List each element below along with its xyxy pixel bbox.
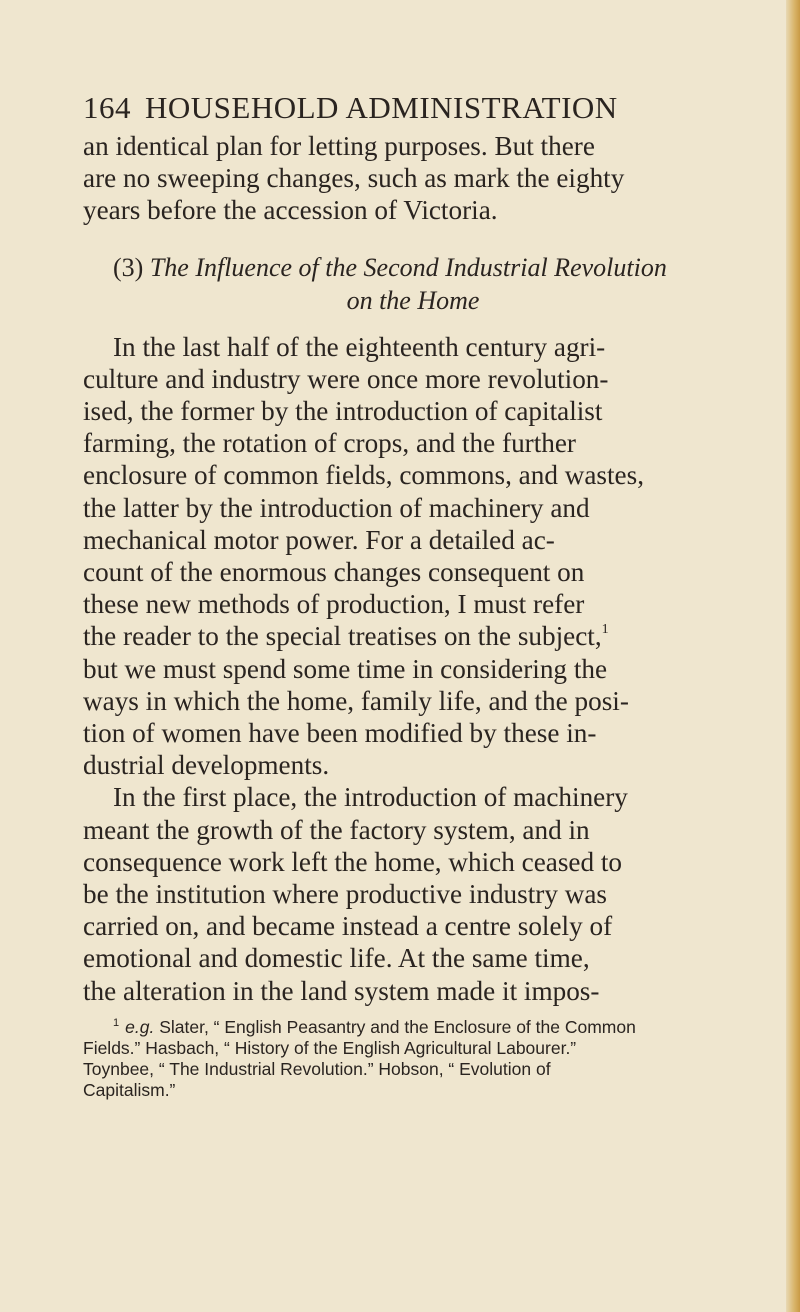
footnote-line2: Fields.” Hasbach, “ History of the English Agricultural Labourer.”: [83, 1037, 577, 1058]
text-line: emotional and domestic life. At the same time,: [83, 943, 590, 974]
text-line: are no sweeping changes, such as mark the eighty: [83, 163, 625, 194]
text-line: but we must spend some time in considering the: [83, 653, 608, 684]
text-line: consequence work left the home, which ceased to: [83, 846, 623, 877]
paragraph-2: [83, 781, 743, 1006]
text-line: In the last half of the eighteenth century agri-: [113, 331, 606, 362]
footnote-reference: 1: [601, 622, 609, 638]
footnote-mark: 1: [113, 1016, 120, 1029]
text-line: ways in which the home, family life, and the posi-: [83, 685, 629, 716]
text-line: ised, the former by the introduction of capitalist: [83, 396, 603, 427]
footnote-line3: Toynbee, “ The Industrial Revolution.” Hobson, “ Evolution of: [83, 1058, 551, 1079]
paragraph-1: [83, 331, 743, 782]
text-line: farming, the rotation of crops, and the further: [83, 428, 576, 459]
text-line: the latter by the introduction of machinery and: [83, 492, 590, 523]
text-line-content: the reader to the special treatises on the subject,: [83, 621, 602, 652]
text-line: tion of women have been modified by these in-: [83, 718, 597, 749]
text-line: these new methods of production, I must refer: [83, 589, 585, 620]
opening-text: [83, 130, 743, 227]
footnote: [83, 1017, 743, 1101]
footnote-line: [83, 1017, 743, 1038]
running-head: [83, 90, 743, 126]
text-line: the alteration in the land system made it impos-: [83, 975, 600, 1006]
book-page: [83, 90, 743, 1101]
page-number: 164: [83, 90, 131, 125]
text-line: count of the enormous changes consequent on: [83, 557, 585, 588]
section-number: (3): [113, 252, 144, 282]
section-heading-line1: [83, 251, 743, 284]
page-edge: [786, 0, 800, 1312]
footnote-line1: Slater, “ English Peasantry and the Enclosure of the Common: [154, 1016, 636, 1037]
footnote-eg: e.g.: [125, 1016, 155, 1037]
text-line: [83, 620, 743, 652]
section-title: The Influence of the Second Industrial Revolution: [149, 252, 667, 282]
text-line: enclosure of common fields, commons, and wastes,: [83, 460, 644, 491]
running-title: HOUSEHOLD ADMINISTRATION: [145, 90, 618, 125]
text-line: be the institution where productive industry was: [83, 879, 608, 910]
text-line: years before the accession of Victoria.: [83, 195, 498, 226]
text-line: dustrial developments.: [83, 750, 330, 781]
section-title-line2: on the Home: [346, 285, 480, 315]
text-line: carried on, and became instead a centre solely of: [83, 911, 613, 942]
text-line: meant the growth of the factory system, and in: [83, 814, 590, 845]
text-line: an identical plan for letting purposes. But there: [83, 131, 595, 161]
footnote-line4: Capitalism.”: [83, 1079, 176, 1100]
text-line: In the first place, the introduction of machinery: [113, 782, 628, 813]
section-heading: [83, 251, 743, 317]
text-line: culture and industry were once more revolution-: [83, 363, 609, 394]
text-line: mechanical motor power. For a detailed ac-: [83, 524, 555, 555]
